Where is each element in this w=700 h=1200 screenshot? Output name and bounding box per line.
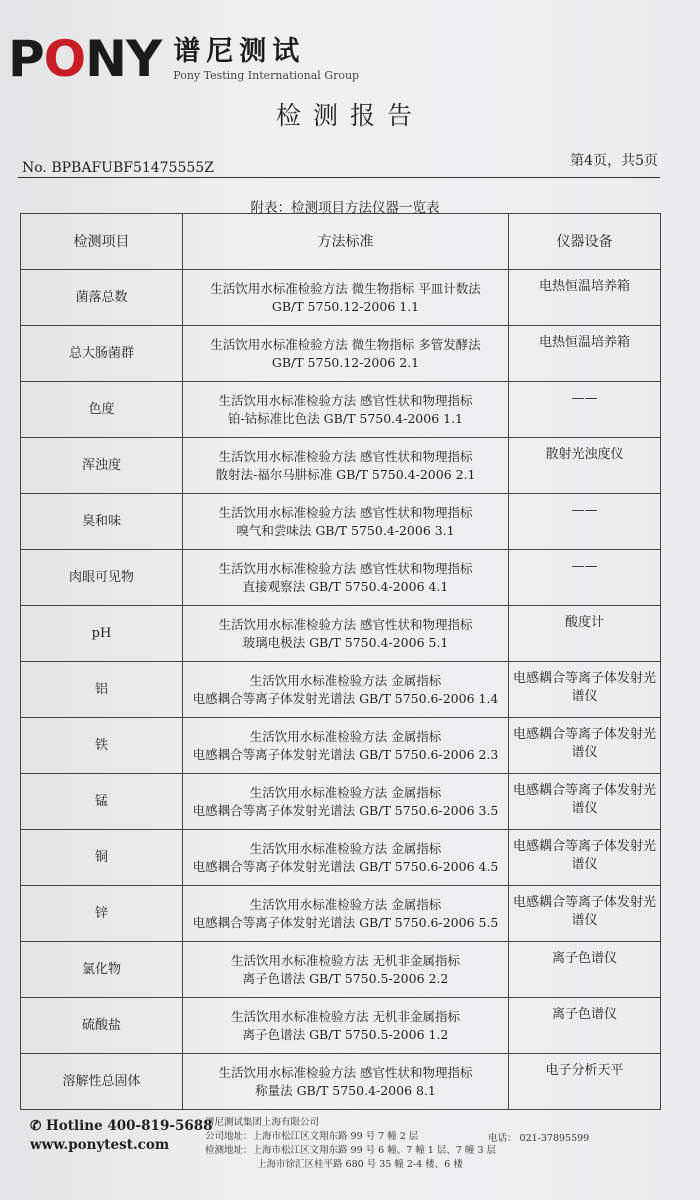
equipment-cell: —— xyxy=(509,382,661,438)
lab-address-1: 检测地址：上海市松江区文翔东路 99 号 6 幢、7 幢 1 层、7 幢 3 层 xyxy=(205,1145,497,1156)
method-line-2: GB/T 5750.12-2006 1.1 xyxy=(271,298,420,314)
method-standard-cell xyxy=(183,718,509,774)
equipment-cell: 电子分析天平 xyxy=(509,1054,661,1110)
phone-icon: ✆ xyxy=(30,1118,42,1134)
test-item-cell: 锰 xyxy=(21,774,183,830)
test-item-cell: 浑浊度 xyxy=(21,438,183,494)
method-standard-cell xyxy=(183,494,509,550)
table-row xyxy=(21,270,661,326)
logo-wordmark xyxy=(8,30,162,88)
page-indicator: 第4页，共5页 xyxy=(570,153,658,169)
method-line-1: 生活饮用水标准检验方法 感官性状和物理指标 xyxy=(218,1064,473,1080)
website-link[interactable]: www.ponytest.com xyxy=(30,1137,170,1153)
method-line-2: 电感耦合等离子体发射光谱法 GB/T 5750.6-2006 5.5 xyxy=(192,914,499,930)
header-method-standard: 方法标准 xyxy=(183,214,509,270)
table-row xyxy=(21,494,661,550)
logo-letter-o: O xyxy=(43,30,86,88)
equipment-cell: 离子色谱仪 xyxy=(509,998,661,1054)
logo-letter-p: P xyxy=(8,30,44,88)
table-row xyxy=(21,718,661,774)
method-line-2: 铂-钴标准比色法 GB/T 5750.4-2006 1.1 xyxy=(227,410,464,426)
method-standard-cell xyxy=(183,774,509,830)
method-line-2: 玻璃电极法 GB/T 5750.4-2006 5.1 xyxy=(242,634,449,650)
method-standard-cell xyxy=(183,998,509,1054)
method-line-1: 生活饮用水标准检验方法 金属指标 xyxy=(249,672,442,688)
table-row xyxy=(21,998,661,1054)
method-line-1: 生活饮用水标准检验方法 感官性状和物理指标 xyxy=(218,448,473,464)
test-item-cell: 硫酸盐 xyxy=(21,998,183,1054)
lab-address-2: 上海市徐汇区桂平路 680 号 35 幢 2-4 楼、6 楼 xyxy=(257,1159,463,1170)
test-item-cell: 溶解性总固体 xyxy=(21,1054,183,1110)
test-item-cell: 色度 xyxy=(21,382,183,438)
equipment-cell: 电感耦合等离子体发射光谱仪 xyxy=(509,718,661,774)
method-standard-cell xyxy=(183,606,509,662)
method-line-2: 散射法-福尔马肼标准 GB/T 5750.4-2006 2.1 xyxy=(215,466,476,482)
equipment-cell: 电感耦合等离子体发射光谱仪 xyxy=(509,662,661,718)
equipment-cell: 酸度计 xyxy=(509,606,661,662)
method-line-2: GB/T 5750.12-2006 2.1 xyxy=(271,354,420,370)
test-item-cell: 肉眼可见物 xyxy=(21,550,183,606)
method-line-2: 电感耦合等离子体发射光谱法 GB/T 5750.6-2006 4.5 xyxy=(192,858,499,874)
equipment-cell: 散射光浊度仪 xyxy=(509,438,661,494)
table-body xyxy=(21,270,661,1110)
method-line-2: 电感耦合等离子体发射光谱法 GB/T 5750.6-2006 1.4 xyxy=(192,690,499,706)
test-item-cell: 锌 xyxy=(21,886,183,942)
method-standard-cell xyxy=(183,382,509,438)
method-standard-cell xyxy=(183,662,509,718)
table-row xyxy=(21,438,661,494)
pony-logo xyxy=(8,30,360,88)
method-line-2: 嗅气和尝味法 GB/T 5750.4-2006 3.1 xyxy=(236,522,455,538)
method-standard-cell xyxy=(183,1054,509,1110)
table-row xyxy=(21,382,661,438)
method-standard-cell xyxy=(183,886,509,942)
equipment-cell: 电感耦合等离子体发射光谱仪 xyxy=(509,886,661,942)
method-line-1: 生活饮用水标准检验方法 金属指标 xyxy=(249,728,442,744)
hotline-text: Hotline 400-819-5688 xyxy=(46,1118,213,1134)
appendix-title: 附表：检测项目方法仪器一览表 xyxy=(250,200,440,216)
method-standard-cell xyxy=(183,830,509,886)
footer-phone: 电话： 021-37895599 xyxy=(488,1133,590,1144)
equipment-cell: 电热恒温培养箱 xyxy=(509,270,661,326)
method-line-2: 直接观察法 GB/T 5750.4-2006 4.1 xyxy=(242,578,449,594)
equipment-cell: 电感耦合等离子体发射光谱仪 xyxy=(509,774,661,830)
method-standard-cell xyxy=(183,270,509,326)
method-line-2: 离子色谱法 GB/T 5750.5-2006 1.2 xyxy=(242,1026,449,1042)
table-row xyxy=(21,662,661,718)
table-row xyxy=(21,886,661,942)
method-line-1: 生活饮用水标准检验方法 感官性状和物理指标 xyxy=(218,392,473,408)
table-row xyxy=(21,830,661,886)
header-equipment: 仪器设备 xyxy=(509,214,661,270)
table-row xyxy=(21,1054,661,1110)
method-standard-cell xyxy=(183,438,509,494)
table-row xyxy=(21,606,661,662)
test-item-cell: 铝 xyxy=(21,662,183,718)
method-line-1: 生活饮用水标准检验方法 感官性状和物理指标 xyxy=(218,560,473,576)
test-item-cell: 臭和味 xyxy=(21,494,183,550)
method-line-1: 生活饮用水标准检验方法 微生物指标 平皿计数法 xyxy=(210,280,481,296)
table-row xyxy=(21,942,661,998)
test-item-cell: 铜 xyxy=(21,830,183,886)
hotline xyxy=(30,1118,213,1134)
equipment-cell: —— xyxy=(509,494,661,550)
method-line-1: 生活饮用水标准检验方法 感官性状和物理指标 xyxy=(218,504,473,520)
method-line-1: 生活饮用水标准检验方法 金属指标 xyxy=(249,840,442,856)
equipment-cell: 离子色谱仪 xyxy=(509,942,661,998)
method-line-2: 电感耦合等离子体发射光谱法 GB/T 5750.6-2006 3.5 xyxy=(192,802,499,818)
table-row xyxy=(21,326,661,382)
table-row xyxy=(21,550,661,606)
equipment-cell: 电感耦合等离子体发射光谱仪 xyxy=(509,830,661,886)
method-line-1: 生活饮用水标准检验方法 微生物指标 多管发酵法 xyxy=(210,336,481,352)
method-line-2: 离子色谱法 GB/T 5750.5-2006 2.2 xyxy=(242,970,449,986)
method-instrument-table xyxy=(20,213,661,1110)
method-standard-cell xyxy=(183,942,509,998)
equipment-cell: —— xyxy=(509,550,661,606)
header-test-item: 检测项目 xyxy=(21,214,183,270)
logo-english-name: Pony Testing International Group xyxy=(173,69,360,82)
logo-chinese-name: 谱尼测试 xyxy=(173,36,306,67)
method-line-2: 称量法 GB/T 5750.4-2006 8.1 xyxy=(255,1082,436,1098)
company-address: 公司地址：上海市松江区文翔东路 99 号 7 幢 2 层 xyxy=(205,1131,419,1142)
test-item-cell: 总大肠菌群 xyxy=(21,326,183,382)
company-name: 谱尼测试集团上海有限公司 xyxy=(205,1117,320,1128)
method-line-1: 生活饮用水标准检验方法 金属指标 xyxy=(249,896,442,912)
table-row xyxy=(21,774,661,830)
test-item-cell: 铁 xyxy=(21,718,183,774)
logo-letters-ny: NY xyxy=(85,30,162,88)
method-standard-cell xyxy=(183,550,509,606)
method-line-1: 生活饮用水标准检验方法 无机非金属指标 xyxy=(231,1008,460,1024)
header-divider xyxy=(18,177,660,178)
report-title: 检测报告 xyxy=(275,101,424,130)
method-line-1: 生活饮用水标准检验方法 无机非金属指标 xyxy=(231,952,460,968)
report-number: No. BPBAFUBF51475555Z xyxy=(22,160,214,176)
method-line-1: 生活饮用水标准检验方法 金属指标 xyxy=(249,784,442,800)
test-item-cell: pH xyxy=(21,606,183,662)
equipment-cell: 电热恒温培养箱 xyxy=(509,326,661,382)
test-item-cell: 菌落总数 xyxy=(21,270,183,326)
method-line-2: 电感耦合等离子体发射光谱法 GB/T 5750.6-2006 2.3 xyxy=(192,746,499,762)
method-standard-cell xyxy=(183,326,509,382)
footer-address-block xyxy=(205,1116,496,1172)
test-item-cell: 氯化物 xyxy=(21,942,183,998)
method-line-1: 生活饮用水标准检验方法 感官性状和物理指标 xyxy=(218,616,473,632)
